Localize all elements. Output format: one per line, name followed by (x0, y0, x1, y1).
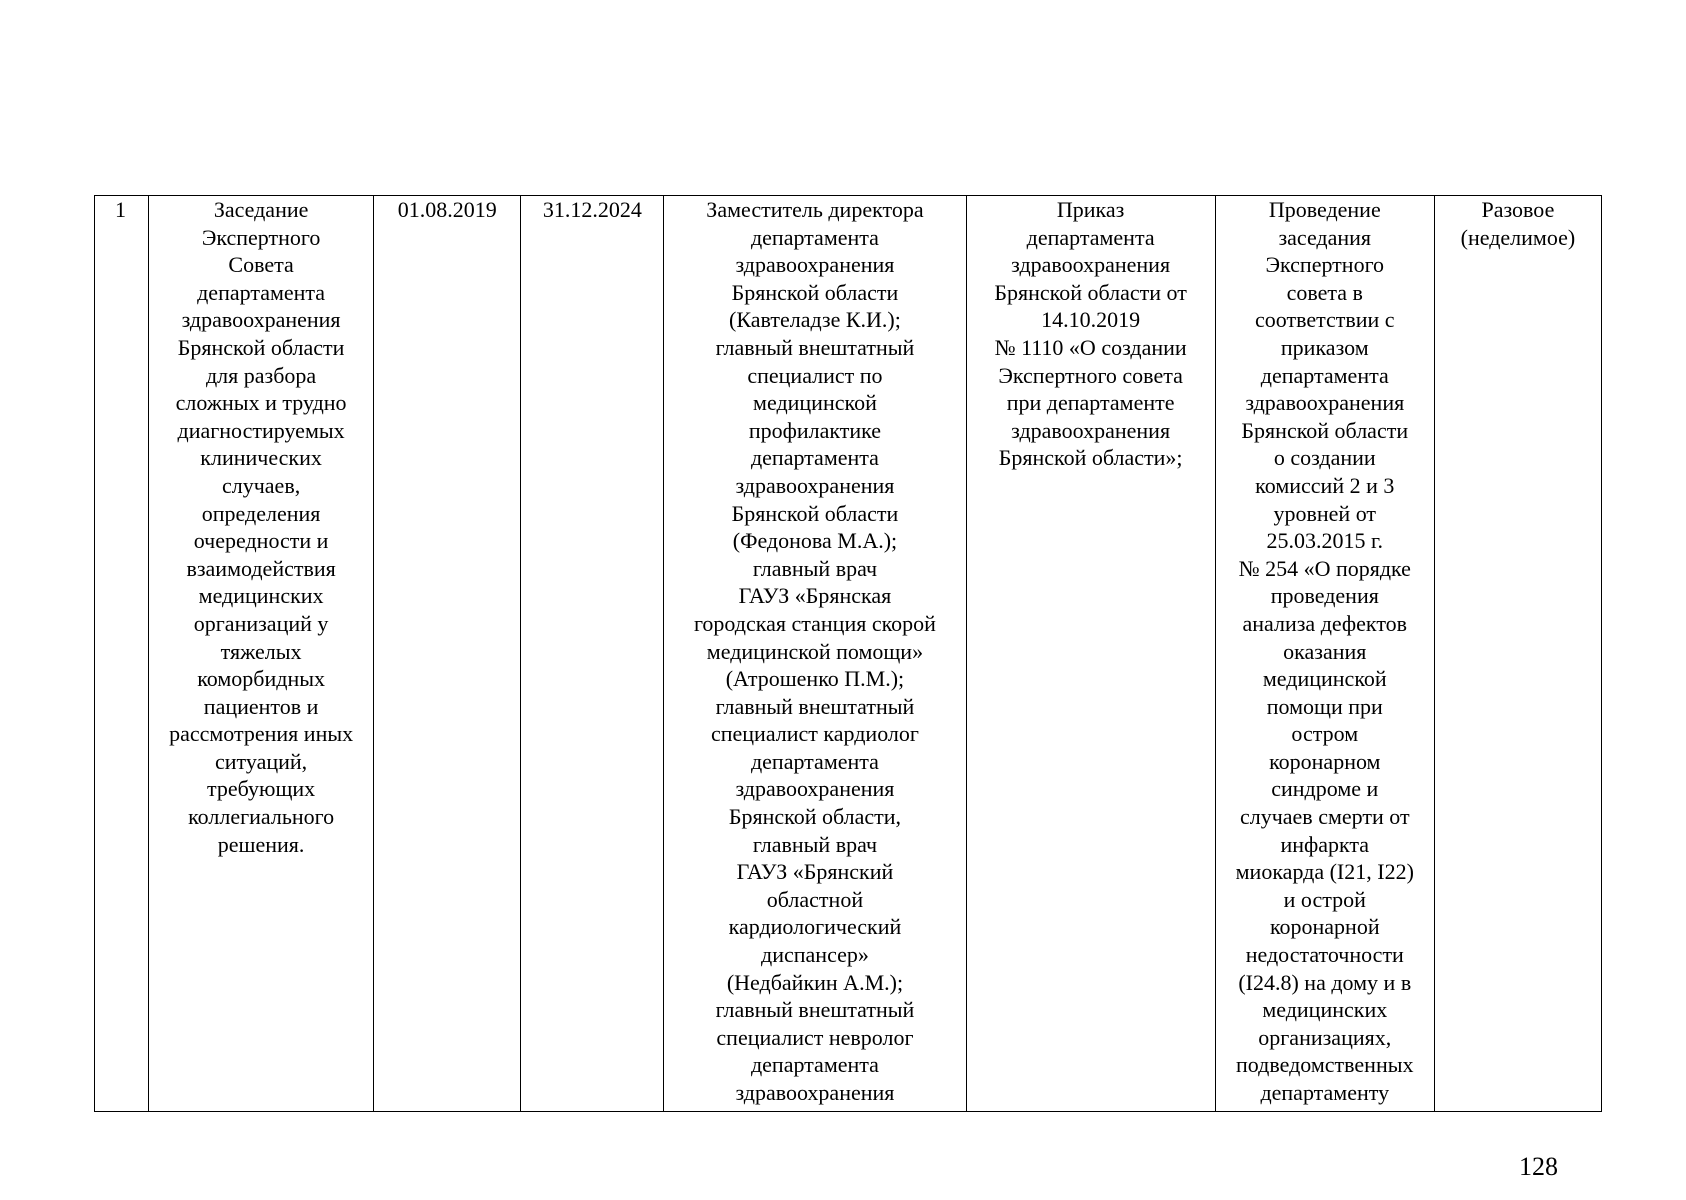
document-cell: Приказ департамента здравоохранения Брянской области от 14.10.2019 № 1110 «О создании Экспертного совета при департаменте здравоохранения Брянской области»; (966, 196, 1215, 1112)
row-number-cell: 1 (95, 196, 149, 1112)
plan-table (94, 195, 1602, 1112)
type-cell: Разовое (неделимое) (1434, 196, 1601, 1112)
event-name-cell: Заседание Экспертного Совета департамента здравоохранения Брянской области для разбора сложных и трудно диагностируемых клинических случаев, определения очередности и взаимодействия медицинских организаций у тяжелых коморбидных пациентов и рассмотрения иных ситуаций, требующих коллегиального решения. (149, 196, 374, 1112)
result-cell: Проведение заседания Экспертного совета в соответствии с приказом департамента здравоохранения Брянской области о создании комиссий 2 и 3 уровней от 25.03.2015 г. № 254 «О порядке проведения анализа дефектов оказания медицинской помощи при остром коронарном синдроме и случаев смерти от инфаркта миокарда (I21, I22) и острой коронарной недостаточности (I24.8) на дому и в медицинских организациях, подведомственных департаменту (1215, 196, 1434, 1112)
start-date-cell: 01.08.2019 (374, 196, 521, 1112)
page-number: 128 (1519, 1152, 1558, 1181)
responsible-cell: Заместитель директора департамента здравоохранения Брянской области (Кавтеладзе К.И.); главный внештатный специалист по медицинской профилактике департамента здравоохранения Брянской области (Федонова М.А.); главный врач ГАУЗ «Брянская городская станция скорой медицинской помощи» (Атрошенко П.М.); главный внештатный специалист кардиолог департамента здравоохранения Брянской области, главный врач ГАУЗ «Брянский областной кардиологический диспансер» (Недбайкин А.М.); главный внештатный специалист невролог департамента здравоохранения (664, 196, 966, 1112)
table-row (95, 196, 1602, 1112)
end-date-cell: 31.12.2024 (521, 196, 664, 1112)
